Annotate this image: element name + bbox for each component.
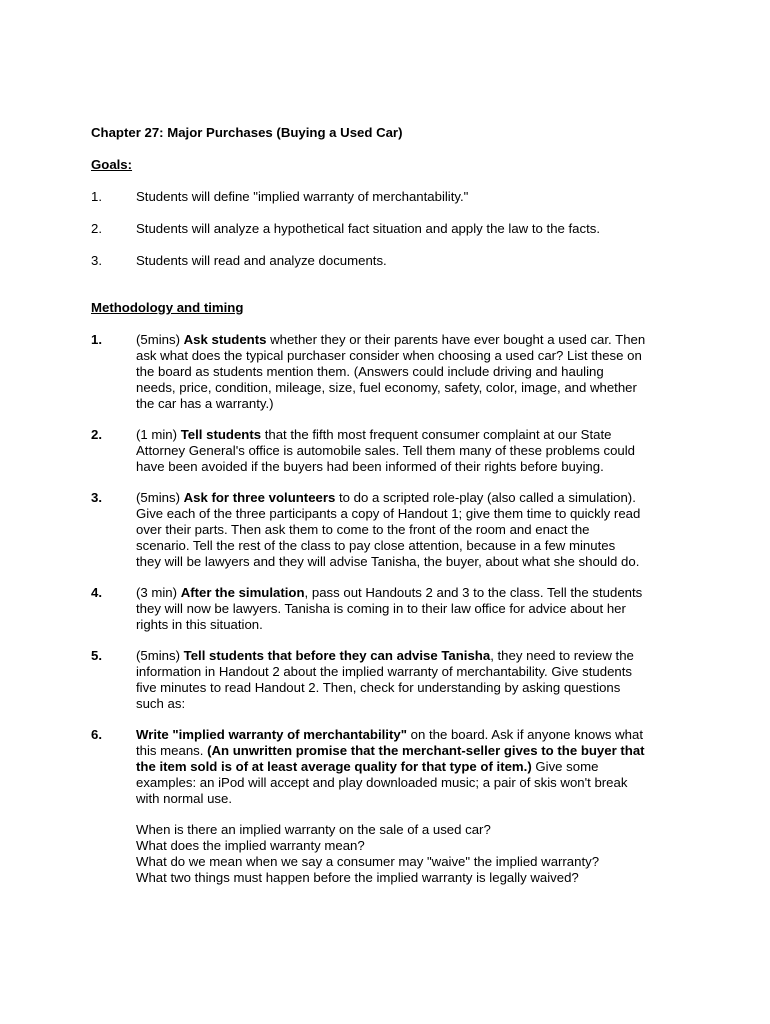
question-item: What do we mean when we say a consumer may "waive" the implied warranty? bbox=[136, 854, 600, 869]
step-line: (5mins) Ask students whether they or their parents have ever bought a used car. Then bbox=[136, 332, 646, 347]
goal-number: 3. bbox=[91, 253, 102, 268]
goal-number: 1. bbox=[91, 189, 102, 204]
step-line: this means. (An unwritten promise that the merchant-seller gives to the buyer that bbox=[136, 743, 645, 758]
step-1-text bbox=[136, 332, 696, 412]
step-number: 1. bbox=[91, 332, 102, 347]
step-line: scenario. Tell the rest of the class to pay close attention, because in a few minutes bbox=[136, 538, 616, 553]
step-line: five minutes to read Handout 2. Then, check for understanding by asking questions bbox=[136, 680, 621, 695]
step-line: with normal use. bbox=[136, 791, 233, 806]
step-line: the car has a warranty.) bbox=[136, 396, 274, 411]
step-line: Attorney General's office is automobile sales. Tell them many of these problems could bbox=[136, 443, 636, 458]
step-line: (3 min) After the simulation, pass out Handouts 2 and 3 to the class. Tell the students bbox=[136, 585, 643, 600]
review-questions bbox=[136, 822, 696, 886]
step-line: Give each of the three participants a copy of Handout 1; give them time to quickly read bbox=[136, 506, 641, 521]
goals-heading: Goals: bbox=[91, 157, 133, 172]
step-line: the item sold is of at least average quality for that type of item.) Give some bbox=[136, 759, 599, 774]
step-line: they will be lawyers and they will advise Tanisha, the buyer, about what she should do. bbox=[136, 554, 640, 569]
step-line: ask what does the typical purchaser consider when choosing a used car? List these on bbox=[136, 348, 642, 363]
step-line: rights in this situation. bbox=[136, 617, 263, 632]
step-number: 5. bbox=[91, 648, 102, 663]
step-line: such as: bbox=[136, 696, 186, 711]
step-number: 3. bbox=[91, 490, 102, 505]
step-line: they will now be lawyers. Tanisha is coming in to their law office for advice about her bbox=[136, 601, 626, 616]
goal-text: Students will analyze a hypothetical fact situation and apply the law to the facts. bbox=[136, 221, 601, 236]
step-line: (5mins) Tell students that before they can advise Tanisha, they need to review the bbox=[136, 648, 634, 663]
step-line: the board as students mention them. (Answers could include driving and hauling bbox=[136, 364, 604, 379]
step-line: have been avoided if the buyers had been informed of their rights before buying. bbox=[136, 459, 604, 474]
step-line: Write "implied warranty of merchantability" on the board. Ask if anyone knows what bbox=[136, 727, 644, 742]
goal-number: 2. bbox=[91, 221, 102, 236]
step-2-text bbox=[136, 427, 696, 475]
step-3-text bbox=[136, 490, 696, 570]
step-number: 4. bbox=[91, 585, 102, 600]
goal-text: Students will read and analyze documents. bbox=[136, 253, 387, 268]
goal-text: Students will define "implied warranty of merchantability." bbox=[136, 189, 469, 204]
step-line: (5mins) Ask for three volunteers to do a scripted role-play (also called a simulation). bbox=[136, 490, 636, 505]
step-line: (1 min) Tell students that the fifth most frequent consumer complaint at our State bbox=[136, 427, 612, 442]
step-line: information in Handout 2 about the implied warranty of merchantability. Give students bbox=[136, 664, 633, 679]
question-item: When is there an implied warranty on the sale of a used car? bbox=[136, 822, 491, 837]
page-title: Chapter 27: Major Purchases (Buying a Used Car) bbox=[91, 125, 403, 140]
step-number: 2. bbox=[91, 427, 102, 442]
question-item: What two things must happen before the implied warranty is legally waived? bbox=[136, 870, 579, 885]
step-line: examples: an iPod will accept and play downloaded music; a pair of skis won't break bbox=[136, 775, 628, 790]
step-line: needs, price, condition, mileage, size, fuel economy, safety, color, image, and whether bbox=[136, 380, 637, 395]
step-line: over their parts. Then ask them to come to the front of the room and enact the bbox=[136, 522, 590, 537]
question-item: What does the implied warranty mean? bbox=[136, 838, 365, 853]
methodology-heading: Methodology and timing bbox=[91, 300, 244, 315]
step-6-text bbox=[136, 727, 696, 807]
step-4-text bbox=[136, 585, 696, 633]
step-number: 6. bbox=[91, 727, 102, 742]
step-5-text bbox=[136, 648, 696, 712]
